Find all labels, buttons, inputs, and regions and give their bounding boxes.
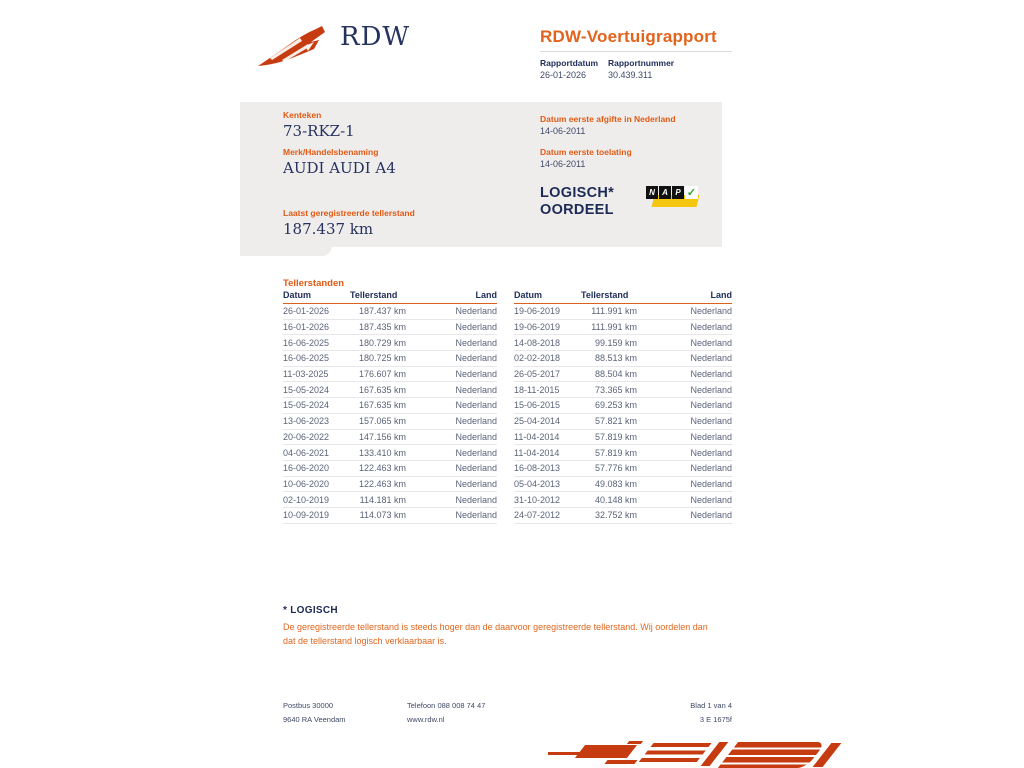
table-cell: 57.821 km: [594, 416, 637, 427]
table-cell: Nederland: [690, 463, 732, 474]
table-row: [514, 304, 732, 320]
footer-phone: Telefoon 088 008 74 47: [407, 701, 486, 710]
table-cell: 167.635 km: [358, 400, 406, 411]
table-cell: 57.819 km: [594, 447, 637, 458]
footer-form-code: 3 E 1675f: [699, 715, 732, 724]
table-cell: Nederland: [455, 416, 497, 427]
footnote-text: De geregistreerde tellerstand is steeds hoger dan de daarvoor geregistreerde tellerstand. Wij oordelen dan dat de tellerstand logisch verklaarbaar is.: [283, 622, 708, 646]
table-row: [514, 367, 732, 383]
vehicle-info-box-tab: [240, 246, 332, 256]
nap-letter-a: A: [659, 186, 671, 199]
column-header-datum: Datum: [514, 290, 543, 300]
eerste-afgifte-value: 14-06-2011: [540, 126, 586, 136]
table-cell: 15-05-2024: [283, 384, 330, 395]
table-cell: 05-04-2013: [514, 478, 561, 489]
wing-notch: [627, 741, 643, 744]
nap-letter-p: P: [672, 186, 684, 199]
column-header-tellerstand: Tellerstand: [581, 290, 629, 300]
table-cell: 13-06-2023: [283, 416, 330, 427]
table-cell: 157.065 km: [358, 416, 406, 427]
nap-check-icon: ✓: [686, 187, 697, 199]
table-row: [283, 445, 497, 461]
table-cell: 11-04-2014: [514, 447, 560, 458]
table-cell: Nederland: [690, 400, 732, 411]
table-cell: Nederland: [455, 353, 497, 364]
table-row: [283, 351, 497, 367]
table-cell: Nederland: [455, 510, 497, 521]
table-row: [283, 461, 497, 477]
rdw-logo-icon: [256, 24, 334, 70]
eerste-toelating-value: 14-06-2011: [540, 159, 586, 169]
table-cell: 32.752 km: [594, 510, 637, 521]
table-row: [283, 320, 497, 336]
table-cell: 147.156 km: [358, 431, 406, 442]
table-cell: 176.607 km: [358, 369, 406, 380]
table-cell: Nederland: [690, 369, 732, 380]
table-cell: Nederland: [455, 431, 497, 442]
table-cell: 04-06-2021: [283, 447, 330, 458]
table-cell: Nederland: [455, 494, 497, 505]
table-cell: Nederland: [690, 494, 732, 505]
table-cell: Nederland: [690, 306, 732, 317]
table-cell: 133.410 km: [358, 447, 406, 458]
table-cell: 10-09-2019: [283, 510, 330, 521]
table-row: [283, 335, 497, 351]
laatste-tellerstand-label: Laatst geregistreerde tellerstand: [283, 208, 415, 218]
table-cell: 73.365 km: [594, 384, 637, 395]
table-cell: 16-01-2026: [283, 322, 330, 333]
table-cell: Nederland: [455, 322, 497, 333]
table-cell: 16-08-2013: [514, 463, 561, 474]
table-cell: 11-04-2014: [514, 431, 560, 442]
table-cell: 26-01-2026: [283, 306, 330, 317]
table-row: [514, 320, 732, 336]
oordeel-line2: OORDEEL: [540, 202, 614, 218]
table-cell: 18-11-2015: [514, 384, 560, 395]
table-body: [283, 304, 497, 524]
title-divider: [540, 51, 732, 52]
footer-address-line1: Postbus 30000: [283, 701, 334, 710]
table-row: [283, 304, 497, 320]
table-cell: 31-10-2012: [514, 494, 561, 505]
table-cell: Nederland: [455, 369, 497, 380]
kenteken-label: Kenteken: [283, 110, 322, 120]
table-row: [283, 430, 497, 446]
table-cell: Nederland: [690, 322, 732, 333]
eerste-toelating-label: Datum eerste toelating: [540, 147, 632, 157]
footer-address-line2: 9640 RA Veendam: [283, 715, 346, 724]
table-row: [514, 335, 732, 351]
table-row: [283, 382, 497, 398]
tellerstanden-table-right: [514, 290, 732, 524]
table-row: [514, 430, 732, 446]
table-cell: 25-04-2014: [514, 416, 561, 427]
table-cell: 26-05-2017: [514, 369, 561, 380]
table-cell: Nederland: [455, 447, 497, 458]
table-cell: Nederland: [455, 337, 497, 348]
table-cell: 15-05-2024: [283, 400, 330, 411]
table-cell: 49.083 km: [594, 478, 637, 489]
column-header-land: Land: [710, 290, 732, 300]
table-cell: Nederland: [690, 447, 732, 458]
laatste-tellerstand-value: 187.437 km: [283, 220, 374, 238]
table-cell: 69.253 km: [594, 400, 637, 411]
table-row: [514, 414, 732, 430]
table-cell: 02-10-2019: [283, 494, 330, 505]
table-cell: 16-06-2020: [283, 463, 330, 474]
table-row: [283, 398, 497, 414]
table-cell: Nederland: [455, 384, 497, 395]
table-cell: 114.073 km: [359, 510, 406, 521]
table-cell: Nederland: [690, 353, 732, 364]
oordeel-text: [540, 185, 614, 219]
column-header-tellerstand: Tellerstand: [350, 290, 398, 300]
table-cell: 88.513 km: [594, 353, 637, 364]
oordeel-line1: LOGISCH*: [540, 185, 615, 201]
table-cell: Nederland: [690, 510, 732, 521]
table-cell: Nederland: [455, 306, 497, 317]
wing-striped-block: [718, 742, 826, 768]
table-cell: 180.725 km: [358, 353, 406, 364]
nap-tiles: [646, 186, 698, 199]
table-cell: 122.463 km: [358, 478, 406, 489]
rdw-wing-graphic: [548, 739, 828, 768]
table-row: [283, 414, 497, 430]
table-row: [514, 477, 732, 493]
table-cell: Nederland: [690, 384, 732, 395]
report-date-label: Rapportdatum: [540, 58, 599, 68]
table-row: [514, 508, 732, 524]
table-cell: 57.819 km: [594, 431, 637, 442]
rdw-wordmark: RDW: [340, 22, 411, 52]
footer-page-number: Blad 1 van 4: [690, 701, 732, 710]
nap-letter-n: N: [646, 186, 658, 199]
table-row: [283, 508, 497, 524]
table-cell: 24-07-2012: [514, 510, 561, 521]
wing-stripes: [636, 743, 711, 765]
table-cell: 180.729 km: [358, 337, 406, 348]
table-row: [283, 477, 497, 493]
column-header-datum: Datum: [283, 290, 312, 300]
footnote-title: * LOGISCH: [283, 605, 338, 616]
merk-value: AUDI AUDI A4: [283, 159, 396, 177]
table-cell: Nederland: [690, 416, 732, 427]
table-cell: 20-06-2022: [283, 431, 330, 442]
table-cell: Nederland: [455, 478, 497, 489]
table-cell: Nederland: [690, 337, 732, 348]
table-cell: 99.159 km: [594, 337, 637, 348]
tellerstanden-title: Tellerstanden: [283, 278, 345, 289]
table-cell: Nederland: [455, 463, 497, 474]
wing-block: [575, 745, 637, 758]
table-cell: 10-06-2020: [283, 478, 330, 489]
table-cell: 122.463 km: [358, 463, 406, 474]
table-cell: Nederland: [690, 431, 732, 442]
table-cell: 19-06-2019: [514, 322, 561, 333]
footer-website: www.rdw.nl: [407, 715, 445, 724]
table-row: [514, 398, 732, 414]
table-cell: 02-02-2018: [514, 353, 561, 364]
tellerstanden-table-left: [283, 290, 497, 524]
table-header: [514, 290, 732, 304]
nap-logo: [646, 186, 700, 210]
table-row: [514, 445, 732, 461]
column-header-land: Land: [475, 290, 497, 300]
table-cell: 187.435 km: [358, 322, 406, 333]
table-cell: 11-03-2025: [283, 369, 329, 380]
table-cell: 14-08-2018: [514, 337, 561, 348]
kenteken-value: 73-RKZ-1: [283, 122, 355, 140]
table-row: [514, 351, 732, 367]
table-row: [514, 461, 732, 477]
table-row: [283, 492, 497, 508]
table-header: [283, 290, 497, 304]
merk-label: Merk/Handelsbenaming: [283, 147, 379, 157]
eerste-afgifte-label: Datum eerste afgifte in Nederland: [540, 114, 676, 124]
table-row: [514, 492, 732, 508]
report-date-value: 26-01-2026: [540, 70, 587, 80]
page-title: RDW-Voertuigrapport: [540, 27, 717, 46]
table-cell: 111.991 km: [591, 306, 637, 317]
table-cell: 16-06-2025: [283, 353, 330, 364]
table-body: [514, 304, 732, 524]
table-cell: 57.776 km: [594, 463, 637, 474]
table-cell: 167.635 km: [358, 384, 406, 395]
table-row: [514, 382, 732, 398]
table-cell: Nederland: [690, 478, 732, 489]
table-cell: 111.991 km: [591, 322, 637, 333]
table-cell: Nederland: [455, 400, 497, 411]
table-cell: 114.181 km: [359, 494, 406, 505]
table-cell: 16-06-2025: [283, 337, 330, 348]
table-row: [283, 367, 497, 383]
report-number-label: Rapportnummer: [608, 58, 675, 68]
table-cell: 88.504 km: [594, 369, 637, 380]
table-cell: 40.148 km: [594, 494, 637, 505]
table-cell: 19-06-2019: [514, 306, 561, 317]
table-cell: 15-06-2015: [514, 400, 561, 411]
table-cell: 187.437 km: [358, 306, 406, 317]
report-number-value: 30.439.311: [608, 70, 653, 80]
wing-bar: [604, 760, 637, 764]
